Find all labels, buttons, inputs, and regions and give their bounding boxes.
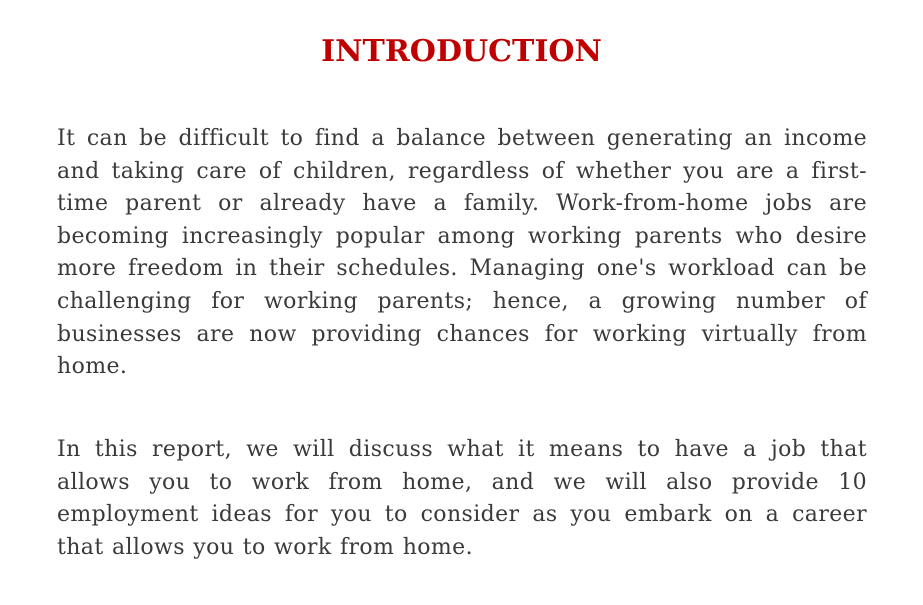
report-overview-paragraph: In this report, we will discuss what it means to have a job that allows you to work from home, and we will also provide 10 employment ideas for you to consider as you embark on a career that allows you to work from home.: [57, 437, 867, 560]
intro-paragraph: It can be difficult to find a balance between generating an income and taking care of children, regardless of whether you are a first-time parent or already have a family. Work-from-home jobs are becoming increasingly popular among working parents who desire more freedom in their schedules. Managing one's workload can be challenging for working parents; hence, a growing number of businesses are now providing chances for working virtually from home.: [57, 126, 867, 380]
section-title: INTRODUCTION: [321, 34, 602, 69]
